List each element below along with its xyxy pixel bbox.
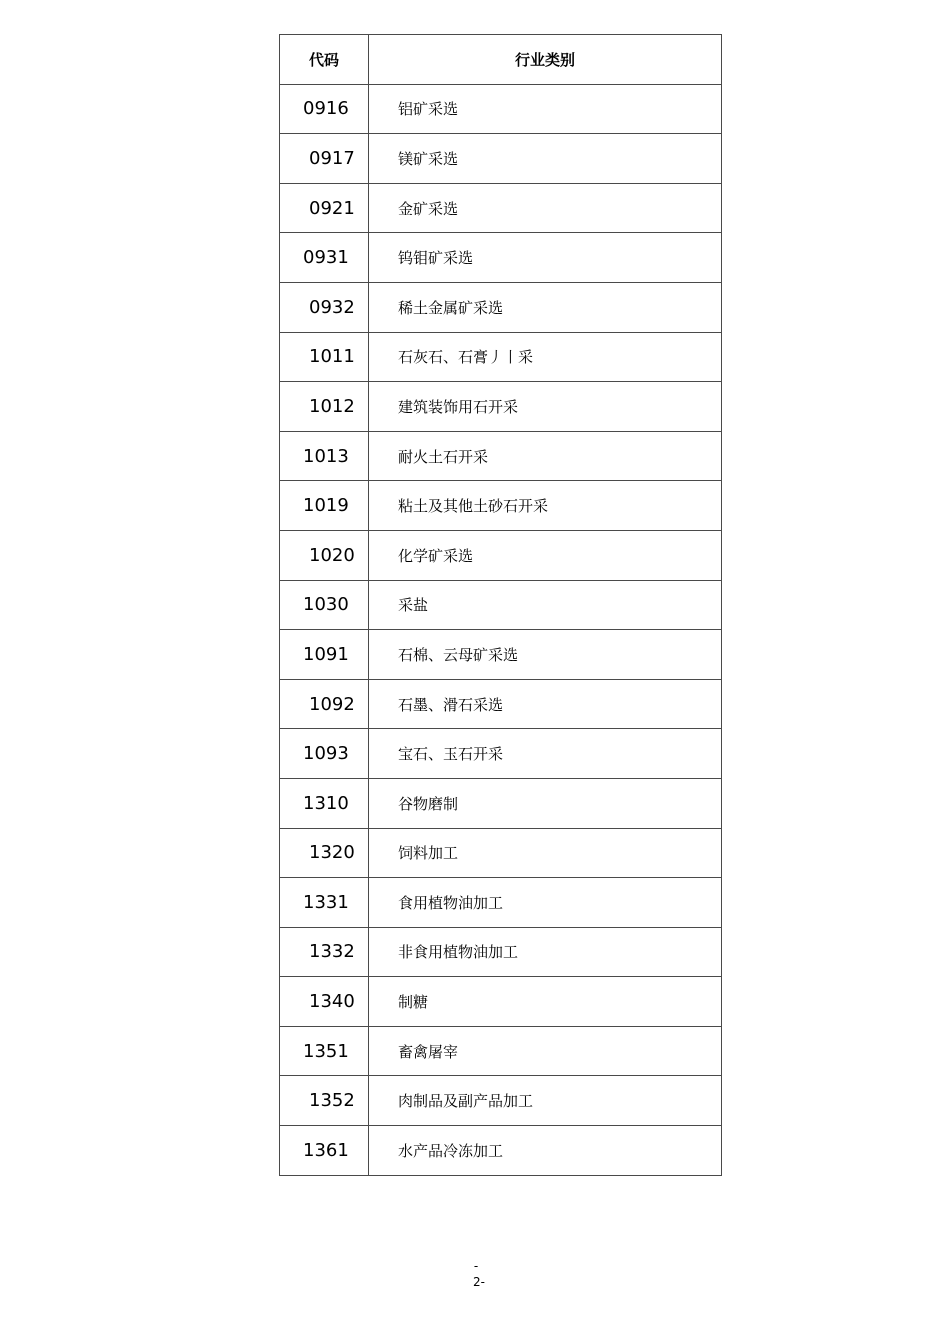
row-category: 镁矿采选 xyxy=(369,134,722,184)
row-category: 水产品冷冻加工 xyxy=(369,1126,722,1176)
row-category: 饲料加工 xyxy=(369,828,722,878)
row-category: 谷物磨制 xyxy=(369,778,722,828)
row-category: 采盐 xyxy=(369,580,722,630)
row-code: 1093 xyxy=(280,729,369,779)
row-code: 1013 xyxy=(280,431,369,481)
row-code: 0916 xyxy=(280,84,369,134)
row-code: 1019 xyxy=(280,481,369,531)
page-number: 2- xyxy=(473,1275,485,1289)
row-code: 1310 xyxy=(280,778,369,828)
row-code: 0921 xyxy=(280,183,369,233)
table-row xyxy=(280,679,722,729)
row-code: 1340 xyxy=(280,977,369,1027)
row-category: 金矿采选 xyxy=(369,183,722,233)
row-code: 1331 xyxy=(280,878,369,928)
row-code: 1091 xyxy=(280,630,369,680)
industry-code-table xyxy=(279,34,722,1176)
row-code: 1361 xyxy=(280,1126,369,1176)
row-category: 石棉、云母矿采选 xyxy=(369,630,722,680)
row-category: 粘土及其他土砂石开采 xyxy=(369,481,722,531)
table-row xyxy=(280,927,722,977)
row-category: 畜禽屠宰 xyxy=(369,1026,722,1076)
row-code: 1352 xyxy=(280,1076,369,1126)
row-category: 食用植物油加工 xyxy=(369,878,722,928)
table-row xyxy=(280,382,722,432)
row-code: 1012 xyxy=(280,382,369,432)
header-code: 代码 xyxy=(280,35,369,85)
row-category: 钨钼矿采选 xyxy=(369,233,722,283)
table-row xyxy=(280,580,722,630)
table-row xyxy=(280,977,722,1027)
table-row xyxy=(280,778,722,828)
row-category: 石墨、滑石采选 xyxy=(369,679,722,729)
table-row xyxy=(280,84,722,134)
row-code: 0932 xyxy=(280,282,369,332)
row-category: 铝矿采选 xyxy=(369,84,722,134)
row-category: 制糖 xyxy=(369,977,722,1027)
row-category: 耐火土石开采 xyxy=(369,431,722,481)
row-category: 化学矿采选 xyxy=(369,530,722,580)
row-code: 0917 xyxy=(280,134,369,184)
row-category: 非食用植物油加工 xyxy=(369,927,722,977)
table-row xyxy=(280,134,722,184)
row-category: 肉制品及副产品加工 xyxy=(369,1076,722,1126)
row-code: 1030 xyxy=(280,580,369,630)
row-category: 稀土金属矿采选 xyxy=(369,282,722,332)
table-row xyxy=(280,1126,722,1176)
row-code: 1351 xyxy=(280,1026,369,1076)
table-row xyxy=(280,1076,722,1126)
table-row xyxy=(280,332,722,382)
row-category: 建筑装饰用石开采 xyxy=(369,382,722,432)
row-code: 1020 xyxy=(280,530,369,580)
row-code: 1320 xyxy=(280,828,369,878)
table-row xyxy=(280,630,722,680)
table-row xyxy=(280,878,722,928)
table-row xyxy=(280,828,722,878)
footer-dash: - xyxy=(473,1259,479,1273)
table-row xyxy=(280,233,722,283)
row-code: 1092 xyxy=(280,679,369,729)
row-code: 1332 xyxy=(280,927,369,977)
row-code: 0931 xyxy=(280,233,369,283)
table-row xyxy=(280,1026,722,1076)
header-category: 行业类别 xyxy=(369,35,722,85)
table-row xyxy=(280,183,722,233)
table-row xyxy=(280,282,722,332)
table-row xyxy=(280,431,722,481)
page-footer xyxy=(0,1258,950,1290)
table-header-row xyxy=(280,35,722,85)
table-row xyxy=(280,530,722,580)
row-category: 石灰石、石膏丿丨采 xyxy=(369,332,722,382)
table-row xyxy=(280,481,722,531)
row-code: 1011 xyxy=(280,332,369,382)
row-category: 宝石、玉石开采 xyxy=(369,729,722,779)
table-row xyxy=(280,729,722,779)
